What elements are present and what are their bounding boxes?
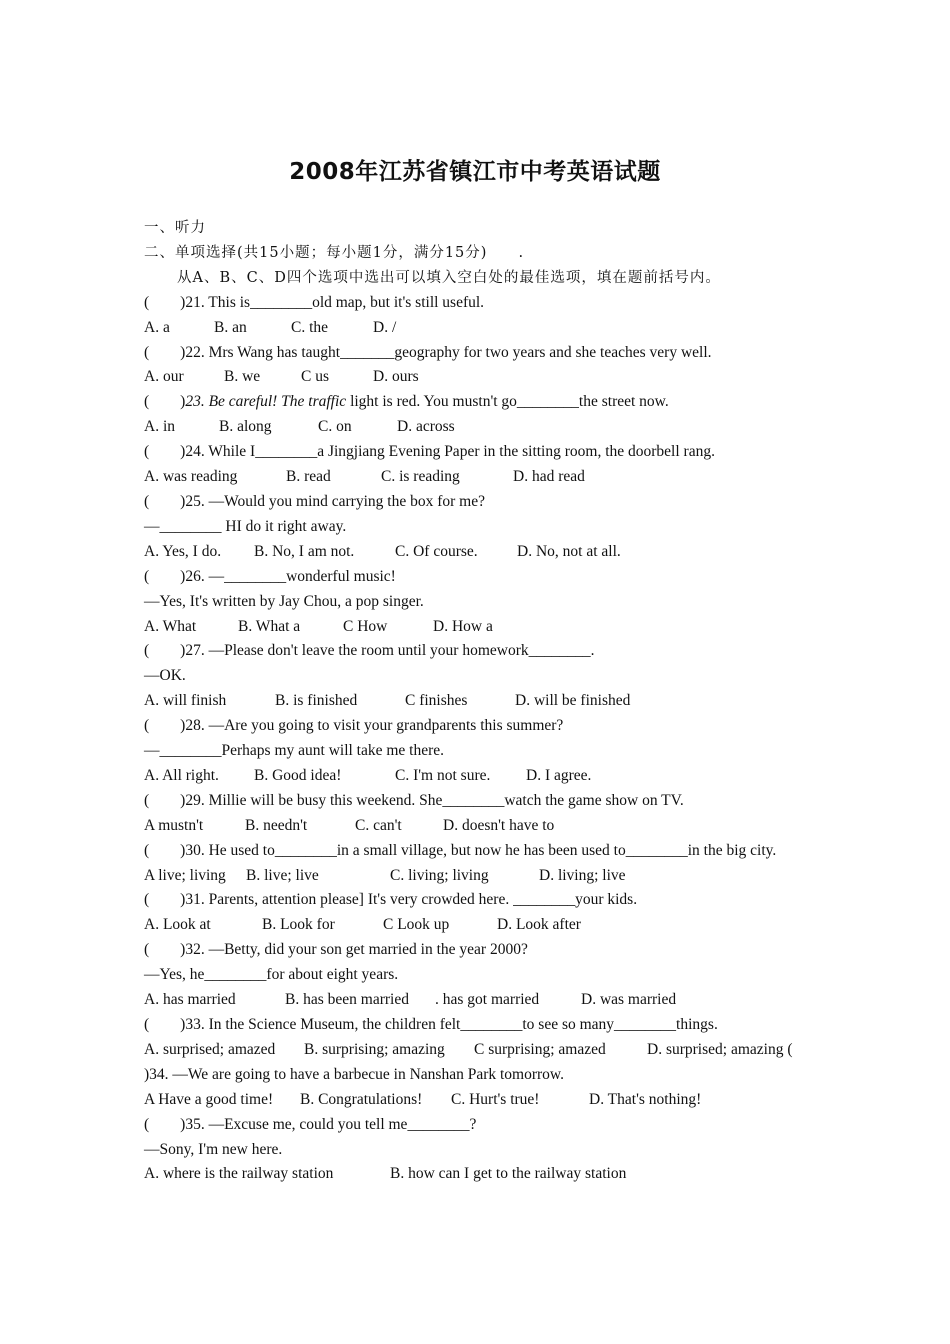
- options-row: [144, 465, 808, 490]
- options-row: [144, 615, 808, 640]
- options-row: [144, 764, 808, 789]
- option-c: C. Of course.: [395, 542, 478, 560]
- options-row: [144, 415, 808, 440]
- question-text: light is red. You mustn't go________the street now.: [346, 393, 669, 411]
- option-c: C. is reading: [381, 468, 460, 486]
- option-b: B. Good idea!: [254, 766, 342, 784]
- option-b: B. is finished: [275, 692, 358, 710]
- option-d: D. doesn't have to: [443, 816, 555, 834]
- option-d: D. Look after: [497, 916, 581, 934]
- option-a: A live; living: [144, 866, 226, 884]
- option-b: B. has been married: [285, 991, 409, 1009]
- question-reply: —OK.: [144, 667, 186, 685]
- option-a: A. in: [144, 418, 175, 436]
- option-d: D. That's nothing!: [589, 1090, 702, 1108]
- option-d: D. living; live: [539, 866, 626, 884]
- option-c: C How: [343, 617, 388, 635]
- options-row: [144, 814, 808, 839]
- option-b: B. needn't: [245, 816, 308, 834]
- option-b: B. Congratulations!: [300, 1090, 423, 1108]
- options-row: [144, 1038, 808, 1063]
- option-a: A. surprised; amazed: [144, 1040, 276, 1058]
- option-a: A mustn't: [144, 816, 204, 834]
- question-stem: [144, 390, 808, 415]
- question-stem: ( )26. —________wonderful music!: [144, 567, 396, 585]
- question-stem: ( )33. In the Science Museum, the children felt________to see so many________things.: [144, 1016, 718, 1033]
- option-a: A. where is the railway station: [144, 1165, 334, 1183]
- option-b: B. What a: [238, 617, 301, 635]
- option-b: B. how can I get to the railway station: [390, 1165, 627, 1183]
- options-row: [144, 913, 808, 938]
- option-b: B. surprising; amazing: [304, 1040, 445, 1058]
- question-bracket: ( ): [144, 393, 186, 411]
- option-a: A. Yes, I do.: [144, 542, 222, 560]
- options-row: [144, 316, 808, 341]
- option-b: B. No, I am not.: [254, 542, 355, 560]
- option-b: B. read: [286, 468, 331, 486]
- option-d: D. /: [373, 318, 397, 336]
- option-d: D. across: [397, 418, 455, 436]
- question-stem: ( )27. —Please don't leave the room until your homework________.: [144, 642, 595, 660]
- question-reply: —________Perhaps my aunt will take me there.: [144, 742, 445, 760]
- option-a: A. will finish: [144, 692, 227, 710]
- question-stem: ( )22. Mrs Wang has taught_______geography for two years and she teaches very well.: [144, 343, 712, 361]
- option-c: C. Hurt's true!: [451, 1090, 540, 1108]
- option-d: D. How a: [433, 617, 493, 635]
- option-a: A. has married: [144, 991, 236, 1009]
- question-stem: ( )28. —Are you going to visit your grandparents this summer?: [144, 717, 564, 735]
- question-stem: ( )30. He used to________in a small village, but now he has been used to________in the big city.: [144, 841, 777, 859]
- section-listening-heading: 一、听力: [144, 220, 206, 236]
- option-c: C Look up: [383, 916, 450, 934]
- options-row: [144, 1162, 808, 1187]
- option-c: C. I'm not sure.: [395, 766, 491, 784]
- option-b: B. along: [219, 418, 272, 436]
- options-row: [144, 988, 808, 1013]
- option-c: C. can't: [355, 816, 402, 834]
- option-a: A. was reading: [144, 468, 238, 486]
- options-row: [144, 540, 808, 565]
- options-row: [144, 365, 808, 390]
- options-row: [144, 689, 808, 714]
- option-b: B. Look for: [262, 916, 335, 934]
- question-reply: —Yes, he________for about eight years.: [144, 966, 399, 984]
- option-b: B. an: [214, 318, 247, 336]
- options-row: [144, 864, 808, 889]
- options-row: [144, 1088, 808, 1113]
- question-stem: ( )35. —Excuse me, could you tell me________?: [144, 1115, 477, 1133]
- option-d: D. will be finished: [515, 692, 631, 710]
- section-single-choice-heading: 二、单项选择(共15小题；每小题1分，满分15分) .: [144, 244, 525, 261]
- option-d: D. ours: [373, 368, 419, 386]
- question-reply: —Sony, I'm new here.: [144, 1140, 283, 1158]
- option-d: D. surprised; amazing (: [647, 1040, 793, 1058]
- question-stem: ( )24. While I________a Jingjiang Evening Paper in the sitting room, the doorbell rang.: [144, 443, 715, 461]
- question-italic-text: 23. Be careful! The traffic: [185, 393, 347, 411]
- option-d: D. was married: [581, 991, 677, 1009]
- question-reply: —Yes, It's written by Jay Chou, a pop singer.: [144, 592, 424, 610]
- option-c: . has got married: [435, 991, 540, 1009]
- option-b: B. we: [224, 368, 261, 386]
- option-c: C. the: [291, 318, 329, 336]
- question-stem: ( )32. —Betty, did your son get married in the year 2000?: [144, 941, 528, 959]
- option-d: D. had read: [513, 468, 585, 486]
- option-d: D. No, not at all.: [517, 542, 621, 560]
- option-a: A. All right.: [144, 766, 219, 784]
- question-stem: ( )29. Millie will be busy this weekend. She________watch the game show on TV.: [144, 791, 684, 809]
- question-stem: ( )31. Parents, attention please] It's very crowded here. ________your kids.: [144, 891, 638, 909]
- option-a: A. our: [144, 368, 184, 386]
- section-instruction: 从A、B、C、D四个选项中选出可以填入空白处的最佳选项，填在题前括号内。: [177, 269, 721, 286]
- option-c: C us: [301, 368, 329, 386]
- question-stem: ( )25. —Would you mind carrying the box for me?: [144, 492, 485, 510]
- question-stem: ( )21. This is________old map, but it's still useful.: [144, 293, 485, 311]
- option-a: A. a: [144, 318, 170, 336]
- option-b: B. live; live: [246, 866, 319, 884]
- option-c: C surprising; amazed: [474, 1040, 606, 1058]
- option-a: A Have a good time!: [144, 1090, 274, 1108]
- option-d: D. I agree.: [526, 766, 592, 784]
- option-c: C. living; living: [390, 866, 489, 884]
- question-reply: —________ HI do it right away.: [144, 517, 347, 535]
- exam-body: [144, 216, 808, 1187]
- option-c: C finishes: [405, 692, 468, 710]
- option-a: A. What: [144, 617, 197, 635]
- page-title: 2008年江苏省镇江市中考英语试题: [289, 159, 661, 185]
- option-a: A. Look at: [144, 916, 211, 934]
- question-stem: )34. —We are going to have a barbecue in Nanshan Park tomorrow.: [144, 1065, 564, 1083]
- option-c: C. on: [318, 418, 352, 436]
